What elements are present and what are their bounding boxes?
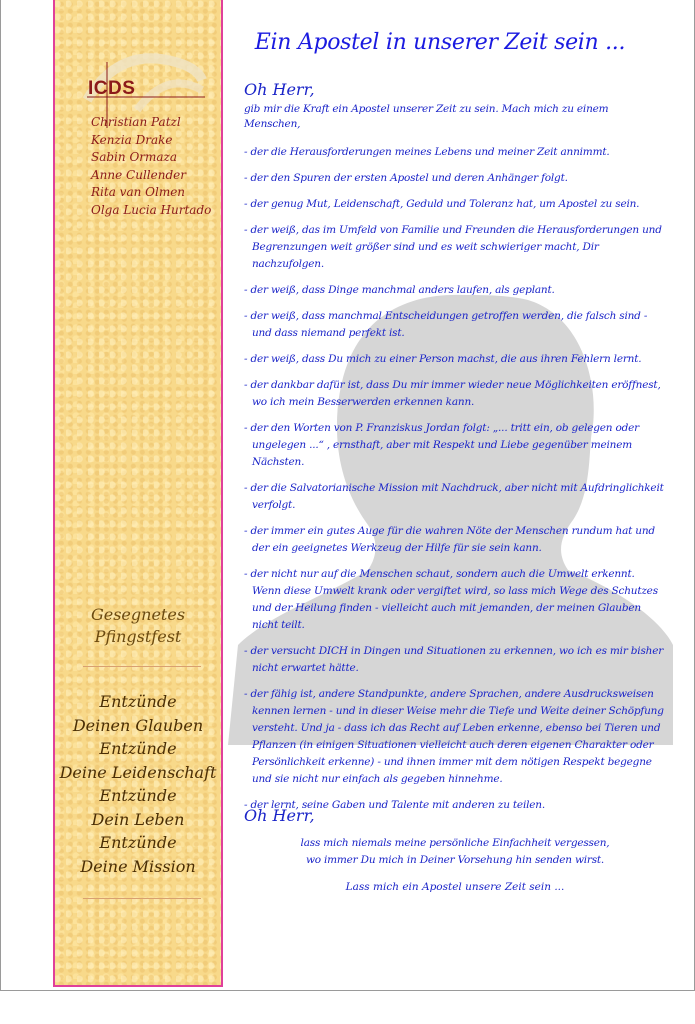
divider (83, 898, 201, 899)
prayer-item: - der weiß, dass Dinge manchmal anders laufen, als geplant. (244, 284, 555, 296)
prayer-item: - der weiß, das im Umfeld von Familie und Freunden die Herausforderungen und Begrenzungen weit größer sind und es weit schwieriger macht, Dir nachzufolgen. (244, 224, 662, 270)
ignite-line: Deine Mission (80, 856, 196, 876)
prayer-item: - der genug Mut, Leidenschaft, Geduld und Toleranz hat, um Apostel zu sein. (244, 198, 640, 210)
author-name: Rita van Olmen (91, 185, 186, 199)
ignite-line: Entzünde (99, 739, 177, 758)
closing-opening-line: Oh Herr, (244, 806, 315, 825)
page-title: Ein Apostel in unserer Zeit sein ... (254, 30, 626, 55)
author-name: Kenzia Drake (91, 132, 173, 147)
greeting-line: Gesegnetes (90, 605, 186, 624)
ignite-line: Deine Leidenschaft (59, 762, 217, 782)
prayer-item: - der immer ein gutes Auge für die wahren Nöte der Menschen rundum hat und der ein geeignetes Werkzeug der Hilfe für sie sein kann. (244, 525, 655, 554)
sidebar (53, 0, 223, 987)
closing-line: lass mich niemals meine persönliche Einfachheit vergessen, (300, 837, 610, 849)
prayer-item: - der lernt, seine Gaben und Talente mit anderen zu teilen. (244, 799, 545, 811)
final-line: Lass mich ein Apostel unsere Zeit sein ... (345, 881, 565, 893)
author-name: Sabin Ormaza (91, 150, 178, 164)
author-name: Olga Lucia Hurtado (91, 202, 212, 217)
ignite-line: Dein Leben (91, 809, 185, 829)
prayer-item: - der weiß, dass Du mich zu einer Person machst, die aus ihren Fehlern lernt. (244, 353, 642, 365)
closing-block (244, 806, 666, 893)
ignite-line: Entzünde (99, 833, 177, 852)
author-name: Anne Cullender (91, 167, 186, 182)
prayer-item: - der die Herausforderungen meines Lebens und meiner Zeit annimmt. (244, 146, 610, 158)
greeting (55, 604, 221, 648)
prayer-item: - der die Salvatorianische Mission mit Nachdruck, aber nicht mit Aufdringlichkeit verfolgt. (244, 482, 664, 511)
ignite-line: Entzünde (99, 692, 177, 711)
author-list (91, 114, 211, 219)
ignite-line: Deinen Glauben (72, 715, 204, 735)
prayer-item: - der den Worten von P. Franziskus Jordan folgt: „... tritt ein, ob gelegen oder ungelegen ...“ , ernsthaft, aber mit Respekt und Liebe gegenüber meinem Nächsten. (244, 422, 639, 468)
logo-text: ICDS (88, 78, 136, 99)
prayer-item: - der dankbar dafür ist, dass Du mir immer wieder neue Möglichkeiten eröffnest, wo ich mein Besserwerden erkennen kann. (244, 379, 661, 408)
prayer-item: - der versucht DICH in Dingen und Situationen zu erkennen, wo ich es mir bisher nicht erwartet hätte. (244, 645, 664, 674)
prayer-item: - der fähig ist, andere Standpunkte, andere Sprachen, andere Ausdrucksweisen kennen lernen - und in dieser Weise mehr die Tiefe und Weite deiner Schöpfung versteht. Und ja - dass ich das Recht auf Leben erkenne, ebenso bei Tieren und Pflanzen (in einigen Situationen vielleicht auch deren eigenen Charakter oder Persönlichkeit erkenne) - und ihnen immer mit dem nötigen Respekt begegne und sie nicht nur einfach als gegeben hinnehme. (244, 688, 664, 785)
prayer-body (244, 80, 666, 823)
prayer-item: - der weiß, dass manchmal Entscheidungen getroffen werden, die falsch sind - und dass niemand perfekt ist. (244, 310, 648, 339)
ignite-line: Entzünde (99, 786, 177, 805)
prayer-item: - der nicht nur auf die Menschen schaut, sondern auch die Umwelt erkennt. Wenn diese Umwelt krank oder vergiftet wird, so lass mich Wege des Schutzes und der Heilung finden - vielleicht auch mit jemanden, der meinen Glauben nicht teilt. (244, 568, 658, 631)
closing-line: wo immer Du mich in Deiner Vorsehung hin senden wirst. (305, 854, 605, 866)
author-name: Christian Patzl (91, 115, 181, 129)
divider (83, 666, 201, 667)
opening-line: Oh Herr, (244, 80, 315, 99)
prayer-item: - der den Spuren der ersten Apostel und deren Anhänger folgt. (244, 172, 568, 184)
intro-line: gib mir die Kraft ein Apostel unserer Zeit zu sein. Mach mich zu einem Menschen, (244, 103, 609, 130)
greeting-line: Pfingstfest (94, 627, 182, 646)
ignite-block (55, 690, 221, 878)
